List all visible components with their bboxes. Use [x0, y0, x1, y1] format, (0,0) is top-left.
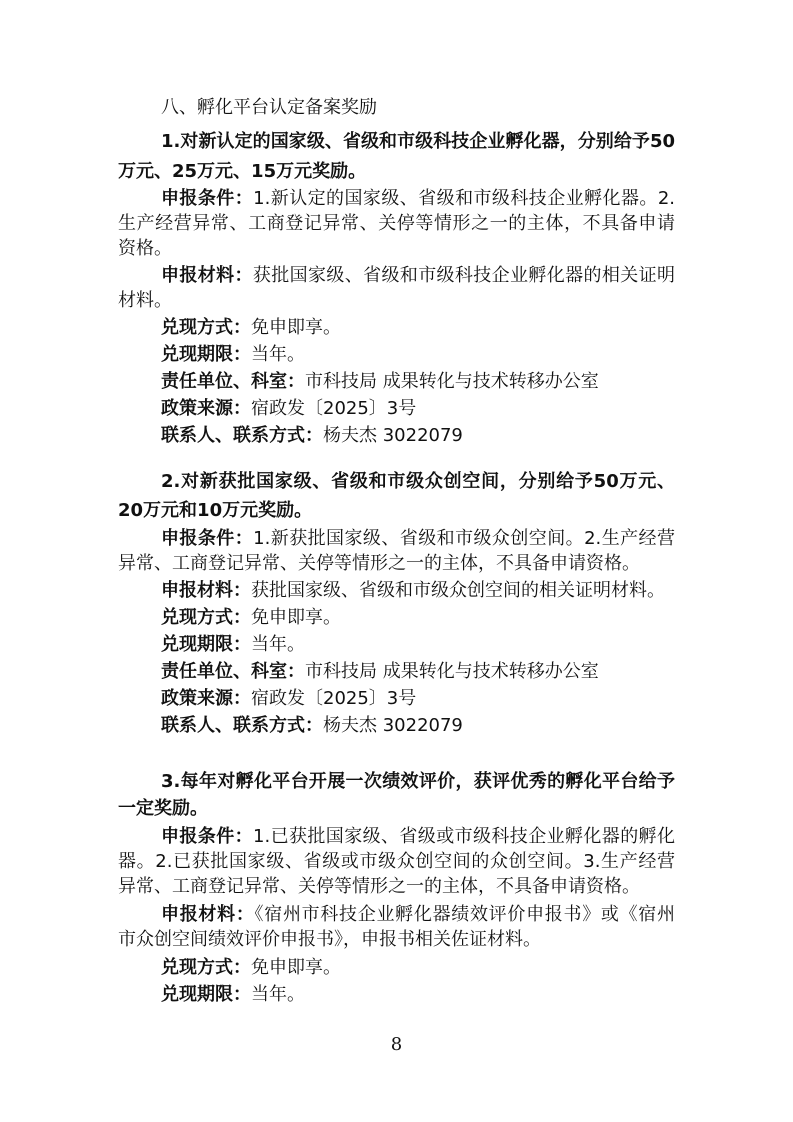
- item1-method-label: 兑现方式：: [161, 317, 251, 338]
- item1-source-text: 宿政发〔2025〕3号: [251, 398, 417, 419]
- item2-method-label: 兑现方式：: [161, 607, 251, 628]
- item2-method-text: 免申即享。: [251, 607, 341, 628]
- item1-contact: [161, 425, 463, 447]
- item2-conditions-text: 1.新获批国家级、省级和市级众创空间。2.生产经营: [253, 528, 675, 549]
- item2-contact: [161, 715, 463, 737]
- item1-unit-label: 责任单位、科室：: [161, 371, 305, 392]
- item3-conditions-text: 1.已获批国家级、省级或市级科技企业孵化器的孵化: [253, 826, 676, 847]
- item2-contact-text: 杨夫杰 3022079: [323, 715, 463, 736]
- item3-materials-line2: 市众创空间绩效评价申报书》，申报书相关佐证材料。: [118, 929, 541, 950]
- item1-unit: [161, 371, 599, 393]
- item3-method-text: 免申即享。: [251, 957, 341, 978]
- item1-contact-label: 联系人、联系方式：: [161, 425, 323, 446]
- item1-method: [161, 317, 341, 339]
- item2-period-label: 兑现期限：: [161, 634, 251, 655]
- item1-method-text: 免申即享。: [251, 317, 341, 338]
- item3-period-text: 当年。: [251, 984, 305, 1005]
- item3-method-label: 兑现方式：: [161, 957, 251, 978]
- item3-method: [161, 957, 341, 979]
- item3-materials-label: 申报材料：: [161, 904, 255, 925]
- item2-source: [161, 688, 416, 710]
- item2-heading-line1: 2.对新获批国家级、省级和市级众创空间，分别给予50万元、: [161, 471, 675, 492]
- item1-conditions-line1: [118, 188, 675, 210]
- item2-source-label: 政策来源：: [161, 688, 251, 709]
- item2-materials: [161, 580, 665, 602]
- item2-materials-text: 获批国家级、省级和市级众创空间的相关证明材料。: [251, 580, 665, 601]
- item3-conditions-line1: [118, 826, 675, 848]
- item3-conditions-line3: 异常、工商登记异常、关停等情形之一的主体，不具备申请资格。: [118, 876, 640, 897]
- item1-source: [161, 398, 416, 420]
- page-number: 8: [390, 1034, 403, 1055]
- item2-conditions-line1: [118, 528, 675, 550]
- item1-period-label: 兑现期限：: [161, 344, 251, 365]
- item1-conditions-line3: 资格。: [118, 238, 172, 259]
- item3-period: [161, 984, 305, 1006]
- item1-contact-text: 杨夫杰 3022079: [323, 425, 463, 446]
- item1-source-label: 政策来源：: [161, 398, 251, 419]
- item1-materials-line1: [118, 265, 675, 287]
- item1-materials-line2: 材料。: [118, 290, 172, 311]
- item2-conditions-label: 申报条件：: [161, 528, 254, 549]
- item2-conditions-line2: 异常、工商登记异常、关停等情形之一的主体，不具备申请资格。: [118, 553, 640, 574]
- item1-unit-text: 市科技局 成果转化与技术转移办公室: [305, 371, 599, 392]
- item1-period-text: 当年。: [251, 344, 305, 365]
- item1-materials-text: 获批国家级、省级和市级科技企业孵化器的相关证明: [252, 265, 676, 286]
- item2-materials-label: 申报材料：: [161, 580, 251, 601]
- item1-heading-line1: 1.对新认定的国家级、省级和市级科技企业孵化器，分别给予50: [161, 131, 675, 152]
- item3-conditions-line2: 器。2.已获批国家级、省级或市级众创空间的众创空间。3.生产经营: [118, 851, 675, 872]
- item3-materials-text: 《宿州市科技企业孵化器绩效评价申报书》或《宿州: [254, 904, 676, 925]
- item2-unit-text: 市科技局 成果转化与技术转移办公室: [305, 661, 599, 682]
- item2-method: [161, 607, 341, 629]
- item3-heading-line1: 3.每年对孵化平台开展一次绩效评价，获评优秀的孵化平台给予: [161, 771, 675, 792]
- item2-period: [161, 634, 305, 656]
- section-title: 八、孵化平台认定备案奖励: [161, 97, 377, 118]
- item3-materials-line1: [118, 904, 675, 926]
- item3-period-label: 兑现期限：: [161, 984, 251, 1005]
- item2-heading-line2: 20万元和10万元奖励。: [118, 500, 313, 521]
- item2-source-text: 宿政发〔2025〕3号: [251, 688, 417, 709]
- item2-contact-label: 联系人、联系方式：: [161, 715, 323, 736]
- item3-heading-line2: 一定奖励。: [118, 798, 208, 819]
- item1-period: [161, 344, 305, 366]
- item2-period-text: 当年。: [251, 634, 305, 655]
- item2-unit-label: 责任单位、科室：: [161, 661, 305, 682]
- item1-heading-line2: 万元、25万元、15万元奖励。: [118, 161, 367, 182]
- item1-conditions-line2: 生产经营异常、工商登记异常、关停等情形之一的主体，不具备申请: [118, 213, 675, 234]
- item1-materials-label: 申报材料：: [161, 265, 253, 286]
- item2-unit: [161, 661, 599, 683]
- item3-conditions-label: 申报条件：: [161, 826, 254, 847]
- item1-conditions-text: 1.新认定的国家级、省级和市级科技企业孵化器。2.: [253, 188, 675, 209]
- item1-conditions-label: 申报条件：: [161, 188, 254, 209]
